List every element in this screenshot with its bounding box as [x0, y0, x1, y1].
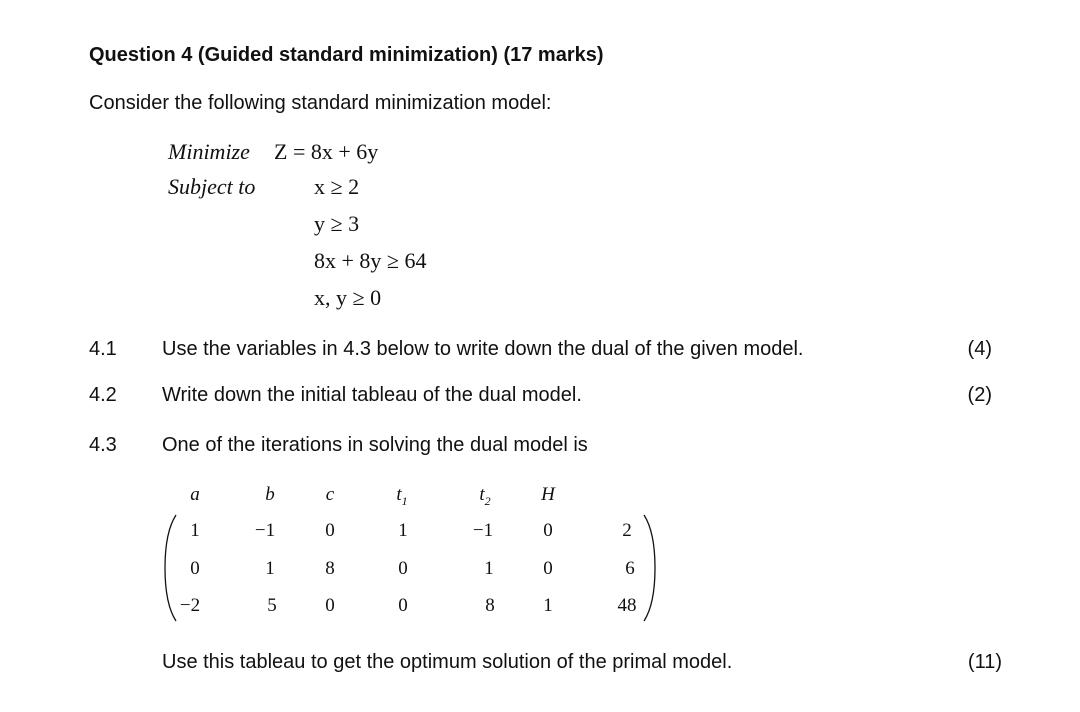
tableau-cell: 0	[543, 558, 553, 579]
tableau-cell: 48	[617, 595, 637, 616]
tableau-cell: 0	[543, 520, 553, 541]
tableau-cell: 1	[543, 595, 553, 616]
tableau-header-c: c	[325, 484, 335, 505]
tableau-header-a: a	[190, 484, 200, 505]
constraints-keyword: Subject to	[168, 174, 256, 199]
tableau-cell: −1	[254, 520, 276, 541]
tableau-cell: 0	[398, 558, 408, 579]
tableau-header-h: H	[541, 484, 555, 505]
tableau-cell: −2	[179, 595, 201, 616]
part-number: 4.2	[89, 384, 117, 406]
tableau-cell: 5	[267, 595, 277, 616]
question-title: Question 4 (Guided standard minimization) (17 marks)	[89, 44, 604, 66]
header-letter: t	[479, 484, 485, 505]
tableau-cell: 1	[190, 520, 200, 541]
tableau-cell: 2	[622, 520, 632, 541]
tableau-cell: 1	[484, 558, 494, 579]
header-subscript: 1	[401, 493, 408, 508]
tableau-cell: −1	[472, 520, 494, 541]
objective-expression: Z = 8x + 6y	[274, 139, 379, 164]
tableau-cell: 0	[325, 595, 335, 616]
question-intro: Consider the following standard minimization model:	[89, 92, 552, 114]
constraint-1: x ≥ 2	[314, 174, 360, 199]
final-marks: (11)	[967, 651, 1002, 673]
tableau-cell: 0	[398, 595, 408, 616]
part-number: 4.3	[89, 434, 117, 456]
part-text: Use the variables in 4.3 below to write down the dual of the given model.	[162, 338, 804, 360]
tableau-header-b: b	[265, 484, 275, 505]
final-instruction: Use this tableau to get the optimum solution of the primal model.	[162, 651, 733, 673]
constraint-2: y ≥ 3	[314, 211, 360, 236]
header-letter: t	[396, 484, 402, 505]
part-text: One of the iterations in solving the dual model is	[162, 434, 588, 456]
tableau-cell: 0	[325, 520, 335, 541]
tableau-cell: 1	[265, 558, 275, 579]
constraint-3: 8x + 8y ≥ 64	[314, 248, 427, 273]
part-marks: (2)	[967, 384, 992, 406]
tableau-cell: 1	[398, 520, 408, 541]
tableau-cell: 6	[625, 558, 635, 579]
part-marks: (4)	[967, 338, 992, 360]
part-text: Write down the initial tableau of the dual model.	[162, 384, 582, 406]
tableau-cell: 8	[325, 558, 335, 579]
header-subscript: 2	[484, 493, 491, 508]
tableau-header-t1	[372, 484, 432, 512]
part-number: 4.1	[89, 338, 117, 360]
tableau-header-t2	[455, 484, 515, 512]
constraint-nonnegativity: x, y ≥ 0	[314, 285, 382, 310]
tableau-cell: 8	[485, 595, 495, 616]
objective-keyword: Minimize	[168, 139, 250, 164]
tableau-cell: 0	[190, 558, 200, 579]
